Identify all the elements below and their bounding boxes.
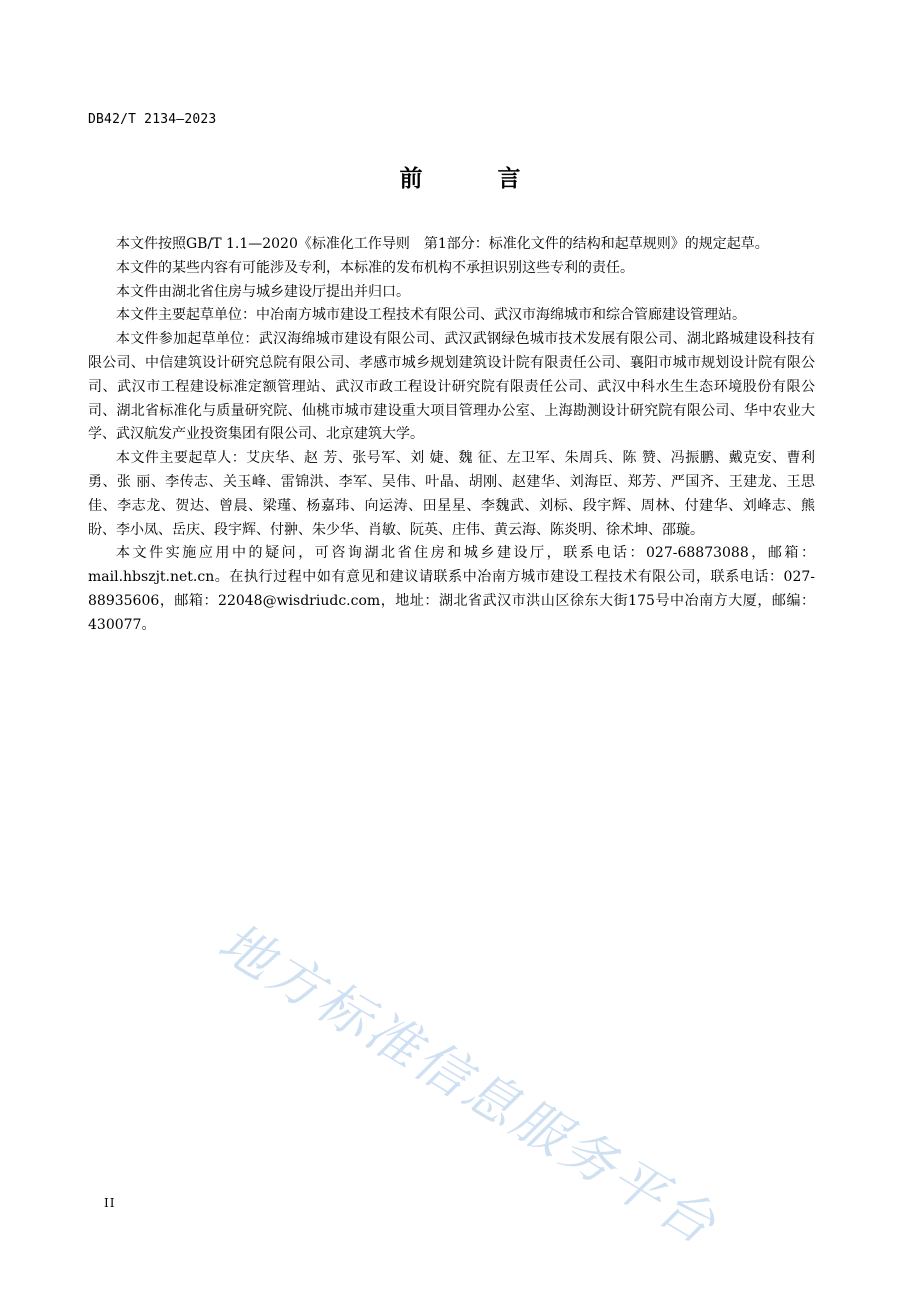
paragraph-proposer: 本文件由湖北省住房与城乡建设厅提出并归口。	[116, 283, 410, 300]
document-id: DB42/T 2134—2023	[88, 112, 217, 127]
paragraph-contact-info: 本文件实施应用中的疑问，可咨询湖北省住房和城乡建设厅，联系电话：027-68873088，邮箱：mail.hbszjt.net.cn。在执行过程中如有意见和建议请联系中冶南方城市建设工程技术有限公司，联系电话：027-88935606，邮箱：22048@wisdriudc.com，地址：湖北省武汉市洪山区徐东大街175号中冶南方大厦，邮编：430077。	[88, 545, 815, 633]
paragraph-main-drafters: 本文件主要起草人：艾庆华、赵 芳、张号军、刘 婕、魏 征、左卫军、朱周兵、陈 赞、冯振鹏、戴克安、曹利勇、张 丽、李传志、关玉峰、雷锦洪、李军、吴伟、叶晶、胡刚、赵建华、刘海臣、郑芳、严国齐、王建龙、王思佳、李志龙、贺达、曾晨、梁瑾、杨嘉玮、向运涛、田星星、李魏武、刘标、段宇辉、周林、付建华、刘峰志、熊盼、李小凤、岳庆、段宇辉、付翀、朱少华、肖敏、阮英、庄伟、黄云海、陈炎明、徐术坤、邵璇。	[88, 450, 815, 538]
paragraph-patent-notice: 本文件的某些内容有可能涉及专利，本标准的发布机构不承担识别这些专利的责任。	[116, 259, 634, 276]
paragraph-drafting-rules: 本文件按照GB/T 1.1—2020《标准化工作导则 第1部分：标准化文件的结构和起草规则》的规定起草。	[116, 236, 769, 252]
foreword-body	[88, 233, 815, 638]
page-title: 前 言	[399, 166, 547, 192]
watermark: 地方标准信息服务平台	[207, 911, 728, 1258]
page-number: II	[104, 1196, 116, 1210]
paragraph-main-drafting-units: 本文件主要起草单位：中冶南方城市建设工程技术有限公司、武汉市海绵城市和综合管廊建设管理站。	[116, 307, 746, 324]
paragraph-participating-units: 本文件参加起草单位：武汉海绵城市建设有限公司、武汉武钢绿色城市技术发展有限公司、湖北路城建设科技有限公司、中信建筑设计研究总院有限公司、孝感市城乡规划建筑设计院有限责任公司、襄阳市城市规划设计院有限公司、武汉市工程建设标准定额管理站、武汉市政工程设计研究院有限责任公司、武汉中科水生生态环境股份有限公司、湖北省标准化与质量研究院、仙桃市城市建设重大项目管理办公室、上海勘测设计研究院有限公司、华中农业大学、武汉航发产业投资集团有限公司、北京建筑大学。	[88, 331, 815, 443]
